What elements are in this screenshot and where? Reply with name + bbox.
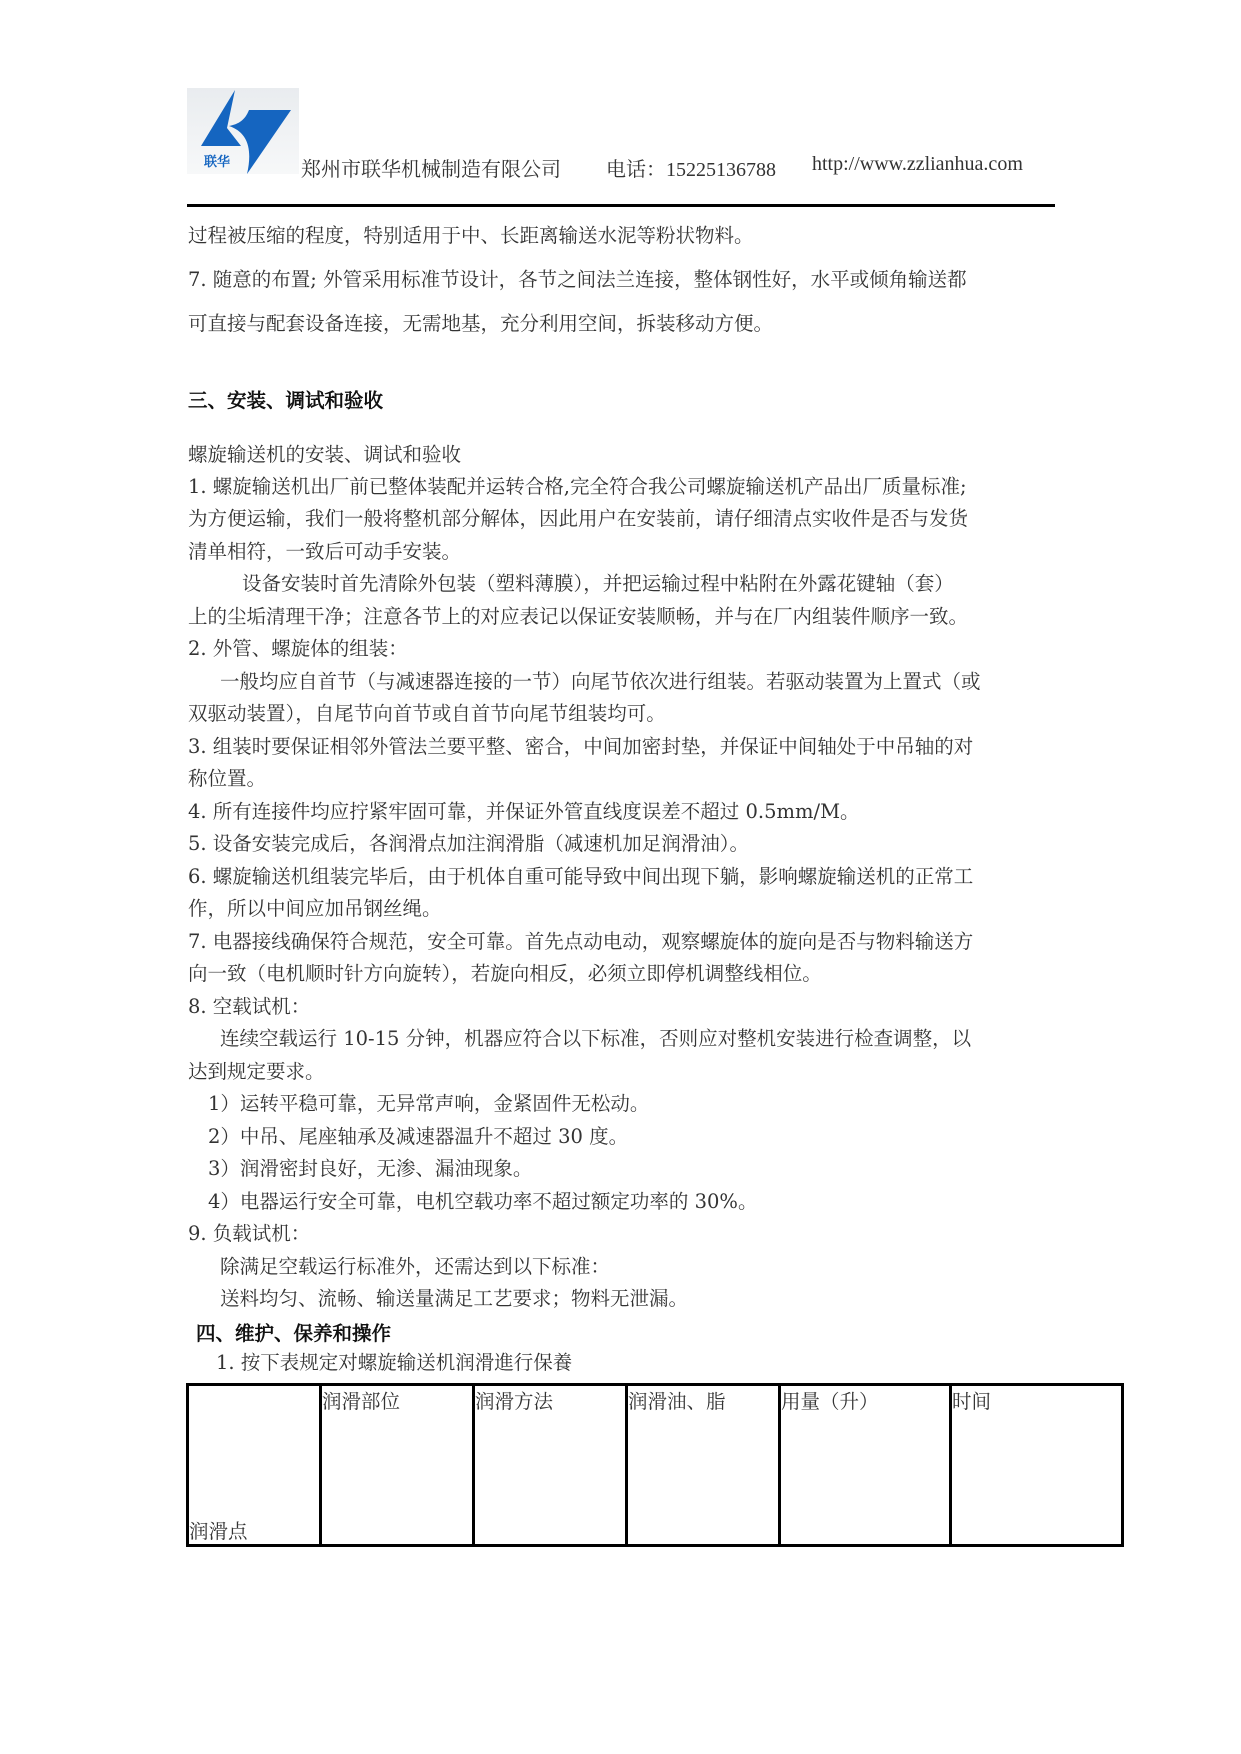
section-heading-4: 四、维护、保养和操作 (196, 1322, 392, 1345)
body-line: 清单相符，一致后可动手安装。 (188, 540, 462, 563)
body-line: 达到规定要求。 (188, 1060, 325, 1083)
lubrication-table (186, 1383, 1124, 1547)
body-line: 5. 设备安装完成后，各润滑点加注润滑脂（减速机加足润滑油）。 (188, 832, 750, 855)
table-header-cell: 时间 (951, 1385, 1123, 1546)
body-line: 2）中吊、尾座轴承及减速器温升不超过 30 度。 (208, 1125, 629, 1148)
company-name: 郑州市联华机械制造有限公司 (301, 159, 561, 181)
body-line: 为方便运输，我们一般将整机部分解体，因此用户在安装前，请仔细清点实收件是否与发货 (188, 507, 969, 530)
body-line: 9. 负载试机： (188, 1222, 311, 1245)
website-url: http://www.zzlianhua.com (812, 153, 1023, 175)
body-line: 7. 电器接线确保符合规范，安全可靠。首先点动电动，观察螺旋体的旋向是否与物料输送方 (188, 930, 974, 953)
body-line: 双驱动装置），自尾节向首节或自首节向尾节组装均可。 (188, 702, 666, 725)
company-logo (187, 88, 299, 174)
body-line: 4）电器运行安全可靠，电机空载功率不超过额定功率的 30%。 (208, 1190, 758, 1213)
table-cell-lubrication-point: 润滑点 (188, 1385, 321, 1546)
intro-line: 7. 随意的布置; 外管采用标准节设计，各节之间法兰连接，整体钢性好，水平或倾角输送都 (188, 268, 967, 291)
body-line: 称位置。 (188, 767, 267, 790)
body-line: 4. 所有连接件均应拧紧牢固可靠，并保证外管直线度误差不超过 0.5mm/M。 (188, 800, 860, 823)
section-heading-3: 三、安装、调试和验收 (188, 389, 384, 412)
body-line: 作，所以中间应加吊钢丝绳。 (188, 897, 442, 920)
body-line: 6. 螺旋输送机组装完毕后，由于机体自重可能导致中间出现下躺，影响螺旋输送机的正常工 (188, 865, 974, 888)
body-line: 2. 外管、螺旋体的组装： (188, 637, 408, 660)
intro-line: 可直接与配套设备连接，无需地基，充分利用空间，拆装移动方便。 (188, 312, 774, 335)
logo-text: 联华 (204, 155, 231, 170)
table-header-cell: 润滑部位 (321, 1385, 474, 1546)
body-line: 1）运转平稳可靠，无异常声响，金紧固件无松动。 (208, 1092, 650, 1115)
header-rule (187, 204, 1055, 207)
table-row (188, 1385, 1123, 1546)
body-line: 向一致（电机顺时针方向旋转），若旋向相反，必须立即停机调整线相位。 (188, 962, 822, 985)
body-line: 8. 空载试机： (188, 995, 311, 1018)
table-header-cell: 润滑油、脂 (627, 1385, 780, 1546)
table-caption: 1. 按下表规定对螺旋输送机润滑進行保養 (216, 1351, 573, 1374)
body-line: 除满足空载运行标准外，还需达到以下标准： (220, 1255, 611, 1278)
table-header-cell: 用量（升） (780, 1385, 951, 1546)
body-line: 一般均应自首节（与减速器连接的一节）向尾节依次进行组装。若驱动装置为上置式（或 (220, 670, 981, 693)
table-header-cell: 润滑方法 (474, 1385, 627, 1546)
body-line: 送料均匀、流畅、输送量满足工艺要求；物料无泄漏。 (220, 1287, 689, 1310)
phone: 电话：15225136788 (606, 159, 776, 181)
body-line: 上的尘垢清理干净；注意各节上的对应表记以保证安装顺畅，并与在厂内组装件顺序一致。 (188, 605, 969, 628)
body-line: 1. 螺旋输送机出厂前已整体装配并运转合格,完全符合我公司螺旋输送机产品出厂质量标准; (188, 475, 967, 498)
intro-line: 过程被压缩的程度，特别适用于中、长距离输送水泥等粉状物料。 (188, 224, 754, 247)
body-line: 3. 组装时要保证相邻外管法兰要平整、密合，中间加密封垫，并保证中间轴处于中吊轴的对 (188, 735, 974, 758)
body-line: 连续空载运行 10-15 分钟，机器应符合以下标准，否则应对整机安装进行检查调整，以 (220, 1027, 972, 1050)
body-line: 螺旋输送机的安装、调试和验收 (188, 443, 462, 466)
body-line: 3）润滑密封良好，无渗、漏油现象。 (208, 1157, 533, 1180)
body-line: 设备安装时首先清除外包装（塑料薄膜），并把运输过程中粘附在外露花键轴（套） (242, 572, 954, 595)
